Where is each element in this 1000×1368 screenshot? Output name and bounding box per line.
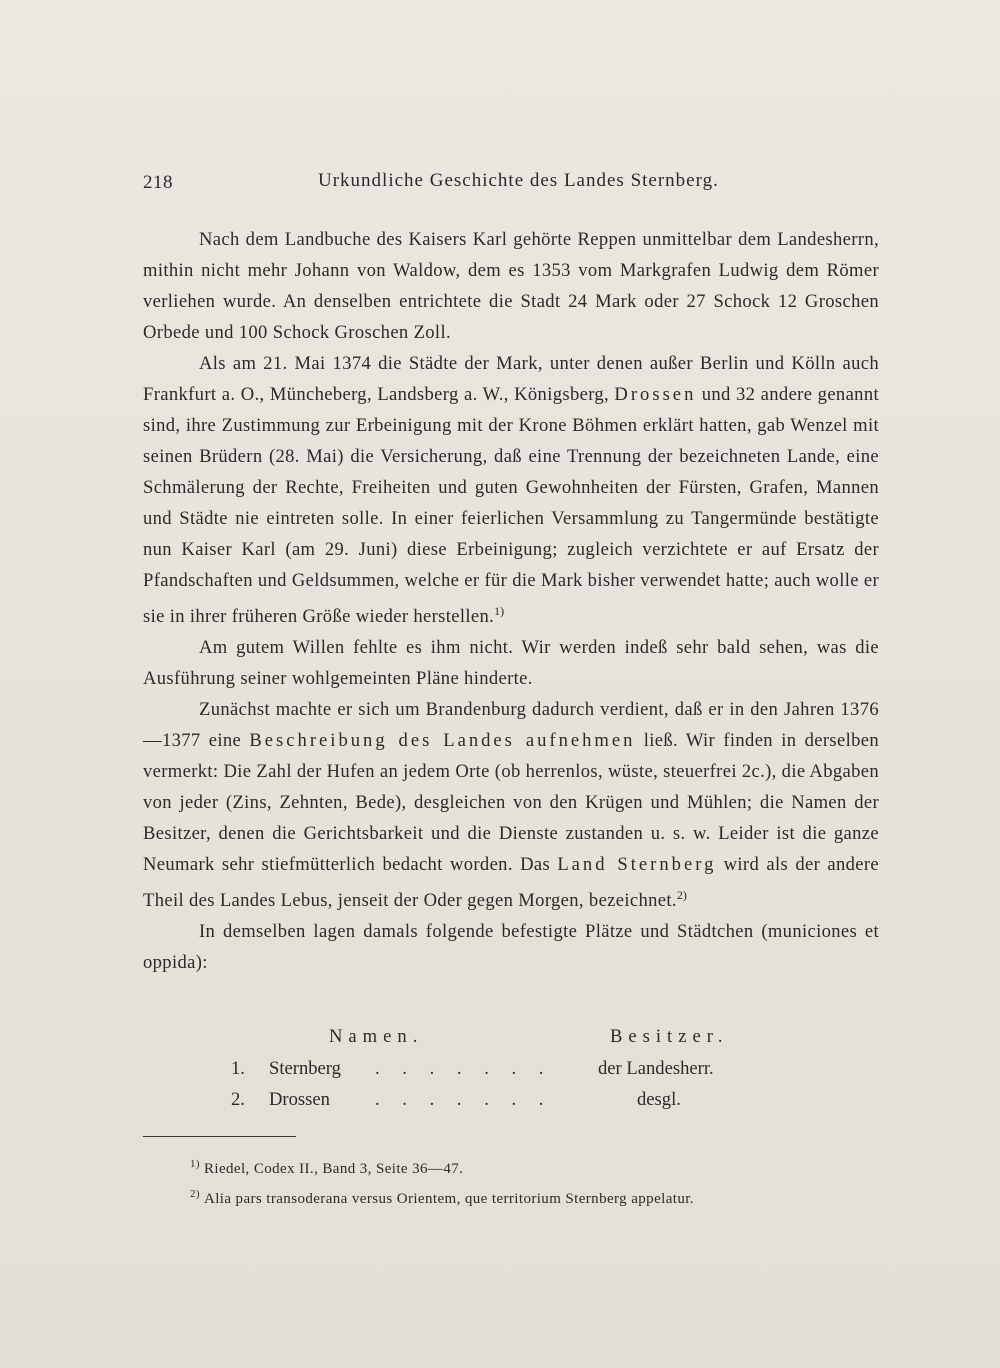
spaced-emphasis: Beschreibung des Landes aufnehmen [249,730,636,751]
page-number: 218 [143,172,173,193]
running-title: Urkundliche Geschichte des Landes Sternberg. [318,170,719,191]
footnote-ref-2: 2) [676,888,687,902]
page-header [143,168,879,202]
paragraph-1 [143,224,879,348]
place-name: Drossen [269,1089,330,1110]
paragraph-2 [143,348,879,632]
column-header-owners: Besitzer. [610,1026,729,1047]
owner-name: der Landesherr. [598,1058,714,1079]
place-name: Sternberg [269,1058,341,1079]
paragraph-text: Nach dem Landbuche des Kaisers Karl gehörte Reppen unmittelbar dem Landesherrn, mithin nicht mehr Johann von Waldow, dem es 1353 vom Markgrafen Ludwig dem Römer verliehen wurde. An denselben entrichtete die Stadt 24 Mark oder 27 Schock 12 Groschen Orbede und 100 Schock Groschen Zoll. [143,229,879,343]
leader-dots: . . . . . . . [375,1058,553,1079]
footnote-2 [190,1188,880,1208]
table-row [143,1058,879,1089]
row-number: 1. [231,1058,245,1079]
column-header-names: Namen. [329,1026,424,1047]
spaced-emphasis: Land Sternberg [557,854,717,875]
footnote-1 [190,1158,880,1178]
paragraph-3 [143,632,879,694]
row-number: 2. [231,1089,245,1110]
footnote-ref-1: 1) [494,604,505,618]
paragraph-text: In demselben lagen damals folgende befestigte Plätze und Städtchen (municiones et oppida): [143,921,879,973]
paragraph-text: Am gutem Willen fehlte es ihm nicht. Wir werden indeß sehr bald sehen, was die Ausführung seiner wohlgemeinten Pläne hinderte. [143,637,879,689]
table-header [143,1026,879,1057]
owner-name: desgl. [637,1089,681,1110]
paragraph-text: und 32 andere genannt sind, ihre Zustimmung zur Erbeinigung mit der Krone Böhmen erklärt hatten, gab Wenzel mit seinen Brüdern (28. Mai) die Versicherung, daß eine Trennung der bezeichneten Lande, eine Schmälerung der Rechte, Freiheiten und guten Gewohnheiten der Fürsten, Grafen, Mannen und Städte nie eintreten solle. In einer feierlichen Versammlung zu Tangermünde bestätigte nun Kaiser Karl (am 29. Juni) diese Erbeinigung; zugleich verzichtete er auf Ersatz der Pfandschaften und Geldsummen, welche er für die Mark bisher verwendet hatte; auch wolle er sie in ihrer früheren Größe wieder herstellen. [143,384,879,627]
footnote-text: Riedel, Codex II., Band 3, Seite 36—47. [203,1161,464,1177]
paragraph-5 [143,916,879,978]
paragraph-4 [143,694,879,916]
footnote-text: Alia pars transoderana versus Orientem, que territorium Sternberg appelatur. [203,1191,694,1207]
paragraph-text: wird als der andere Theil des Landes Lebus, jenseit der Oder gegen Morgen, bezeichnet. [143,854,880,911]
paragraph-text: Als am 21. Mai 1374 die Städte der Mark, unter denen außer Berlin und Kölln auch Frankfurt a. O., Müncheberg, Landsberg a. W., Königsberg, [143,353,879,405]
paragraph-text: Zunächst machte er sich um Brandenburg dadurch verdient, daß er in den Jahren 1376—1377 eine [143,699,879,751]
paragraph-text: ließ. Wir finden in derselben vermerkt: Die Zahl der Hufen an jedem Orte (ob herrenlos, wüste, steuerfrei 2c.), die Abgaben von jeder (Zins, Zehnten, Bede), desgleichen von den Krügen und Mühlen; die Namen der Besitzer, denen die Gerichtsbarkeit und die Dienste zustanden u. s. w. Leider ist die ganze Neumark sehr stiefmütterlich bedacht worden. Das [143,730,880,875]
footnote-divider [143,1136,296,1137]
footnote-mark: 2) [190,1188,200,1200]
spaced-emphasis: Drossen [614,384,697,405]
body-text [143,224,879,978]
table-row [143,1089,879,1120]
footnote-mark: 1) [190,1158,200,1170]
leader-dots: . . . . . . . [375,1089,553,1110]
